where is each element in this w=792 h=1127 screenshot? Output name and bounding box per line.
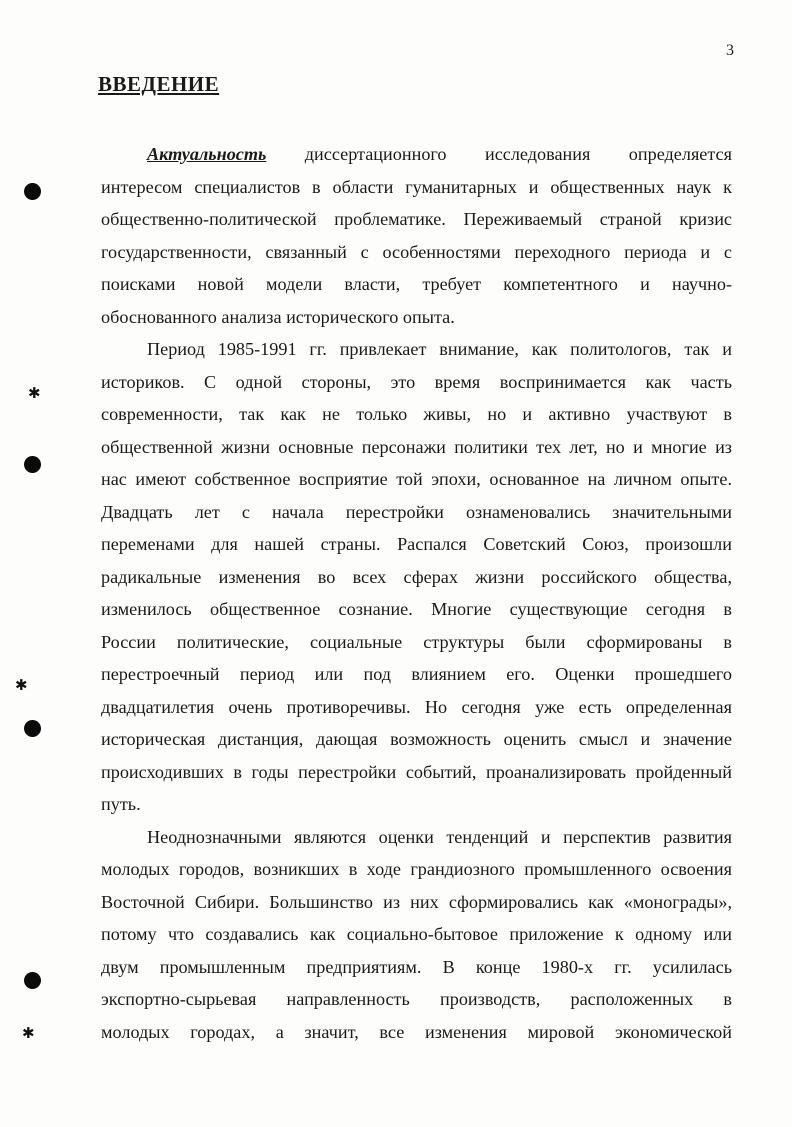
section-heading: ВВЕДЕНИЕ [98, 72, 220, 96]
scan-speck: ✱ [22, 1024, 35, 1042]
paragraph-line: молодых городах, а значит, все изменения мировой экономической [101, 1021, 732, 1042]
paragraph-line: историков. С одной стороны, это время воспринимается как часть [101, 371, 732, 392]
paragraph-period [101, 333, 732, 821]
paragraph-line: переменами для нашей страны. Распался Советский Союз, произошли [101, 534, 732, 554]
paragraph-line: изменилось общественное сознание. Многие существующие сегодня в [101, 599, 732, 619]
keyword-relevance: Актуальность [147, 144, 267, 164]
paragraph-line: перестроечный период или под влиянием его. Оценки прошедшего [101, 664, 732, 684]
scan-speck: ✱ [15, 676, 28, 694]
paragraph-line: современности, так как не только живы, но и активно участвуют в [101, 404, 732, 424]
paragraph-line: поисками новой модели власти, требует компетентного и научно- [101, 274, 732, 294]
paragraph-line: молодых городов, возникших в ходе грандиозного промышленного освоения [101, 859, 732, 879]
paragraph-young-cities [101, 821, 732, 1049]
body-text [101, 138, 732, 1048]
paragraph-line: интересом специалистов в области гуманитарных и общественных наук к [101, 176, 732, 197]
paragraph-line: историческая дистанция, дающая возможность оценить смысл и значение [101, 729, 732, 749]
punch-hole [24, 183, 41, 200]
paragraph-line: общественной жизни основные персонажи политики тех лет, но и многие из [101, 436, 732, 457]
punch-hole [24, 972, 41, 989]
paragraph-line: путь. [101, 794, 141, 814]
paragraph-line: двум промышленным предприятиям. В конце 1980-х гг. усилилась [101, 956, 732, 977]
page-number: 3 [726, 42, 734, 59]
paragraph-relevance [101, 138, 732, 333]
paragraph-line [101, 138, 732, 171]
paragraph-line: Период 1985-1991 гг. привлекает внимание, как политологов, так и [147, 339, 732, 359]
paragraph-line: экспортно-сырьевая направленность производств, расположенных в [101, 989, 732, 1009]
paragraph-line: России политические, социальные структуры были сформированы в [101, 631, 732, 652]
scan-speck: ✱ [28, 384, 41, 402]
paragraph-line: Неоднозначными являются оценки тенденций и перспектив развития [147, 826, 732, 847]
punch-hole [24, 720, 41, 737]
paragraph-line: радикальные изменения во всех сферах жизни российского общества, [101, 566, 732, 587]
first-line-rest: диссертационного исследования определяется [304, 144, 732, 164]
punch-hole [24, 456, 41, 473]
paragraph-line: обоснованного анализа исторического опыта. [101, 306, 455, 327]
paragraph-line: происходивших в годы перестройки событий, проанализировать пройденный [101, 761, 732, 782]
paragraph-line: Восточной Сибири. Большинство из них сформировались как «монограды», [101, 891, 732, 912]
paragraph-line: общественно-политической проблематике. Переживаемый страной кризис [101, 209, 732, 229]
paragraph-line: потому что создавались как социально-бытовое приложение к одному или [101, 924, 732, 944]
paragraph-line: государственности, связанный с особенностями переходного периода и с [101, 241, 732, 262]
paragraph-line: двадцатилетия очень противоречивы. Но сегодня уже есть определенная [101, 696, 732, 717]
paragraph-line: Двадцать лет с начала перестройки ознаменовались значительными [101, 501, 732, 522]
paragraph-line: нас имеют собственное восприятие той эпохи, основанное на личном опыте. [101, 469, 732, 489]
